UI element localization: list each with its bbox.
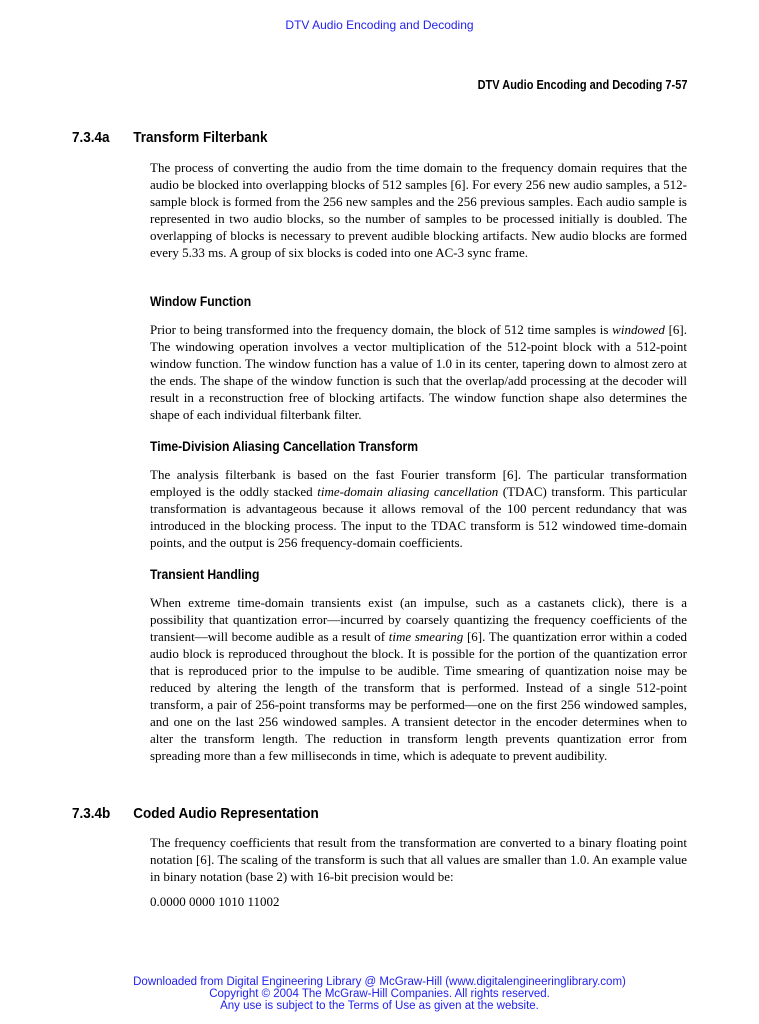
section-number: 7.3.4b <box>72 805 111 822</box>
text-run: (TDAC) transform. This particular transformation is advantageous because it allows removal of the 100 percent redundancy that was introduced in the blocking process. The input to the TDAC transform is 512 windowed time-domain points, and the output is 256 frequency-domain coefficients. <box>150 484 687 550</box>
text-run: When extreme time-domain transients exist (an impulse, such as a castanets click), there is a possibility that quantization error—incurred by coarsely quantizing the frequency coefficients of the transient—will become audible as a result of <box>150 595 687 644</box>
coded-audio-paragraph: The frequency coefficients that result from the transformation are converted to a binary floating point notation [6]. The scaling of the transform is such that all values are smaller than 1.0. An example value in binary notation (base 2) with 16-bit precision would be: <box>150 835 687 884</box>
footer-download-link[interactable]: Downloaded from Digital Engineering Library @ McGraw-Hill (www.digitalengineeringlibrary.com) <box>133 976 626 988</box>
text-run: [6]. The windowing operation involves a vector multiplication of the 512-point block with a 512-point window function. The window function has a value of 1.0 in its center, tapering down to almost zero at the ends. The shape of the window function is such that the overlap/add processing at the decoder will result in a reconstruction free of blocking artifacts. The window function shape also determines the shape of each individual filterbank filter. <box>150 322 687 422</box>
tdac-heading: Time-Division Aliasing Cancellation Transform <box>150 439 419 454</box>
footer-copyright: Copyright © 2004 The McGraw-Hill Companies. All rights reserved. <box>209 988 550 1000</box>
italic-term: windowed <box>612 322 665 337</box>
text-run: The analysis filterbank is based on the fast Fourier transform [6]. The particular transformation employed is the oddly stacked <box>150 467 687 499</box>
window-function-heading: Window Function <box>150 294 252 309</box>
section-title: Coded Audio Representation <box>133 805 319 822</box>
transient-handling-heading: Transient Handling <box>150 567 260 582</box>
italic-term: time smearing <box>388 629 464 644</box>
footer <box>0 976 759 1012</box>
section-title: Transform Filterbank <box>133 129 268 146</box>
running-head: DTV Audio Encoding and Decoding 7-57 <box>477 78 687 92</box>
text-run: Prior to being transformed into the frequency domain, the block of 512 time samples is <box>150 322 613 337</box>
window-function-paragraph <box>150 321 687 423</box>
section-number: 7.3.4a <box>72 129 110 146</box>
top-header-link[interactable]: DTV Audio Encoding and Decoding <box>285 18 474 32</box>
footer-terms-link[interactable]: Any use is subject to the Terms of Use as given at the website. <box>220 1000 539 1012</box>
tdac-paragraph <box>150 466 687 551</box>
transient-handling-paragraph <box>150 594 687 764</box>
section-heading-7-3-4a <box>72 129 267 146</box>
italic-term: time-domain aliasing cancellation <box>317 484 499 499</box>
section-heading-7-3-4b <box>72 805 319 822</box>
text-run: [6]. The quantization error within a coded audio block is reproduced throughout the block. It is possible for the portion of the quantization error that is reproduced prior to the impulse to be audible. Time smearing of quantization noise may be reduced by altering the length of the transform that is performed. Instead of a single 512-point transform, a pair of 256-point transforms may be performed—one on the first 256 windowed samples, and one on the last 256 windowed samples. A transient detector in the encoder determines when to alter the transform length. The reduction in transform length prevents quantization error from spreading more than a few milliseconds in time, which is adequate to prevent audibility. <box>150 629 688 763</box>
binary-example: 0.0000 0000 1010 11002 <box>150 894 280 909</box>
transform-filterbank-paragraph: The process of converting the audio from the time domain to the frequency domain requires that the audio be blocked into overlapping blocks of 512 samples [6]. For every 256 new audio samples, a 512-sample block is formed from the 256 new samples and the 256 previous samples. Each audio sample is represented in two audio blocks, so the number of samples to be processed initially is doubled. The overlapping of blocks is necessary to prevent audible blocking artifacts. New audio blocks are formed every 5.33 ms. A group of six blocks is coded into one AC-3 sync frame. <box>150 160 687 260</box>
